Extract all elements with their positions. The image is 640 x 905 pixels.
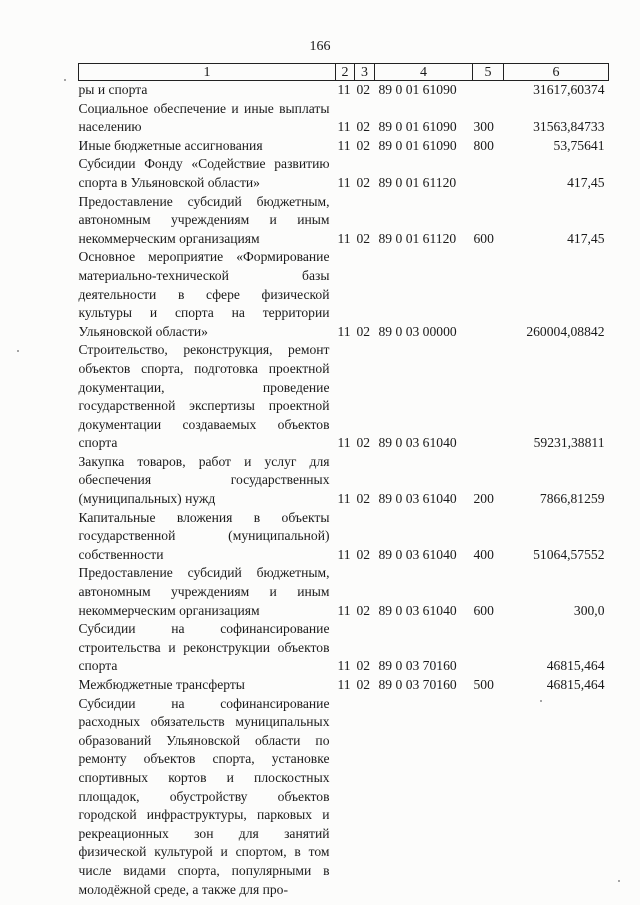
table-row <box>79 453 609 509</box>
column-header: 3 <box>355 64 375 81</box>
row-c2-cell: 11 <box>337 602 351 618</box>
row-name-cell: Субсидии на софинансирование расходных обязательств муниципальных образований Ульяновской области по ремонту объектов спорта, установке спортивных кортов и плоскостных площадок, обустройству объектов городской инфраструктуры, парковых и рекреационных зон для занятий физической культурой и спортом, в том числе видами спорта, популярными в молодёжной среде, а также для про- <box>78 695 330 897</box>
scan-speck <box>618 880 620 882</box>
row-c4-cell: 89 0 01 61090 <box>378 137 457 153</box>
row-c6-cell: 31617,60374 <box>533 82 605 97</box>
row-c2-cell: 11 <box>337 435 351 451</box>
row-name-cell: Закупка товаров, работ и услуг для обеспечения государственных (муниципальных) нужд <box>78 453 330 507</box>
scan-speck <box>17 350 19 352</box>
row-c6-cell: 417,45 <box>567 230 605 246</box>
row-c5-cell: 600 <box>473 602 494 618</box>
table-row <box>79 248 609 341</box>
row-c3-cell: 02 <box>356 491 371 507</box>
row-c4-cell: 89 0 03 00000 <box>378 323 457 339</box>
column-header: 6 <box>504 64 609 81</box>
row-c3-cell: 02 <box>356 435 371 451</box>
row-c4-cell: 89 0 03 61040 <box>378 491 457 507</box>
row-c5-cell: 200 <box>473 491 494 507</box>
row-name-cell: Капитальные вложения в объекты государственной (муниципальной) собственности <box>78 509 330 562</box>
row-c4-cell: 89 0 01 61090 <box>378 119 457 135</box>
row-c5-cell: 600 <box>473 230 494 246</box>
row-c5-cell <box>473 341 504 453</box>
row-name-cell: Социальное обеспечение и иные выплаты населению <box>78 100 330 135</box>
row-c5-cell: 800 <box>473 137 494 153</box>
row-name-cell: Предоставление субсидий бюджетным, автономным учреждениям и иным некоммерческим организациям <box>78 565 330 618</box>
row-c5-cell <box>473 81 504 100</box>
row-c2-cell: 11 <box>337 174 351 190</box>
row-c3-cell <box>355 695 375 900</box>
row-c6-cell: 46815,464 <box>546 658 605 674</box>
row-c4-cell: 89 0 01 61120 <box>378 174 457 190</box>
row-c3-cell: 02 <box>356 174 371 190</box>
table-row <box>79 676 609 695</box>
row-c3-cell: 02 <box>356 323 371 339</box>
row-c3-cell: 02 <box>356 230 371 246</box>
row-c6-cell: 260004,08842 <box>526 323 605 339</box>
table-row <box>79 620 609 676</box>
table-row <box>79 509 609 565</box>
table-row <box>79 81 609 100</box>
table-row <box>79 155 609 192</box>
row-c6-cell: 53,75641 <box>553 137 605 153</box>
page-number: 166 <box>309 39 331 54</box>
row-c4-cell: 89 0 01 61120 <box>378 230 457 246</box>
row-c2-cell: 11 <box>337 677 351 692</box>
row-c2-cell: 11 <box>337 323 351 339</box>
row-c4-cell: 89 0 03 70160 <box>378 658 457 674</box>
row-c2-cell: 11 <box>337 119 351 135</box>
column-header: 5 <box>473 64 504 81</box>
row-c4-cell: 89 0 01 61090 <box>378 82 457 97</box>
table-row <box>79 564 609 620</box>
scan-speck <box>64 79 66 81</box>
row-c3-cell: 02 <box>356 602 371 618</box>
row-c6-cell: 31563,84733 <box>533 119 605 135</box>
row-c2-cell: 11 <box>337 230 351 246</box>
row-c4-cell: 89 0 03 61040 <box>378 435 457 451</box>
table-row <box>79 341 609 453</box>
row-c6-cell: 7866,81259 <box>539 491 605 507</box>
row-c5-cell <box>473 695 504 900</box>
row-c6-cell: 300,0 <box>573 602 605 618</box>
table-row <box>79 100 609 137</box>
row-c2-cell: 11 <box>337 546 351 562</box>
table-row <box>79 695 609 900</box>
row-name-cell: Предоставление субсидий бюджетным, автономным учреждениям и иным некоммерческим организациям <box>78 193 330 246</box>
row-name-cell: Межбюджетные трансферты <box>78 677 245 692</box>
row-c5-cell <box>473 248 504 341</box>
column-header: 2 <box>336 64 355 81</box>
row-c2-cell: 11 <box>337 491 351 507</box>
row-c6-cell: 59231,38811 <box>533 435 605 451</box>
table-row <box>79 137 609 156</box>
row-c5-cell <box>473 620 504 676</box>
row-c5-cell <box>473 155 504 192</box>
budget-table <box>78 63 609 899</box>
row-c5-cell: 300 <box>473 119 494 135</box>
row-c3-cell: 02 <box>356 658 371 674</box>
row-c3-cell: 02 <box>356 137 371 153</box>
table-header-row <box>79 64 609 81</box>
row-c3-cell: 02 <box>356 82 371 97</box>
row-c3-cell: 02 <box>356 546 371 562</box>
row-c4-cell <box>375 695 473 900</box>
column-header: 4 <box>375 64 473 81</box>
row-c6-cell <box>504 695 609 900</box>
table-row <box>79 193 609 249</box>
row-name-cell: ры и спорта <box>78 82 148 97</box>
row-name-cell: Иные бюджетные ассигнования <box>78 137 263 153</box>
row-c4-cell: 89 0 03 70160 <box>378 677 457 692</box>
row-c3-cell: 02 <box>356 119 371 135</box>
row-name-cell: Субсидии Фонду «Содействие развитию спорта в Ульяновской области» <box>78 156 330 190</box>
row-c2-cell <box>336 695 355 900</box>
row-c5-cell: 500 <box>473 677 494 692</box>
row-c2-cell: 11 <box>337 658 351 674</box>
row-c2-cell: 11 <box>337 82 351 97</box>
row-c6-cell: 417,45 <box>567 174 605 190</box>
row-c4-cell: 89 0 03 61040 <box>378 546 457 562</box>
row-c3-cell: 02 <box>356 677 371 692</box>
row-c5-cell: 400 <box>473 546 494 562</box>
column-header: 1 <box>79 64 336 81</box>
row-c6-cell: 51064,57552 <box>533 546 605 562</box>
row-c4-cell: 89 0 03 61040 <box>378 602 457 618</box>
row-name-cell: Субсидии на софинансирование строительства и реконструкции объектов спорта <box>78 621 330 674</box>
scan-speck <box>540 700 542 702</box>
row-name-cell: Строительство, реконструкция, ремонт объектов спорта, подготовка проектной документации, проведение государственной экспертизы проектной документации создаваемых объектов спорта <box>78 342 330 451</box>
row-name-cell: Основное мероприятие «Формирование материально-технической базы деятельности в сфере физической культуры и спорта на территории Ульяновской области» <box>78 249 330 339</box>
row-c6-cell: 46815,464 <box>546 677 605 692</box>
row-c2-cell: 11 <box>337 137 351 153</box>
